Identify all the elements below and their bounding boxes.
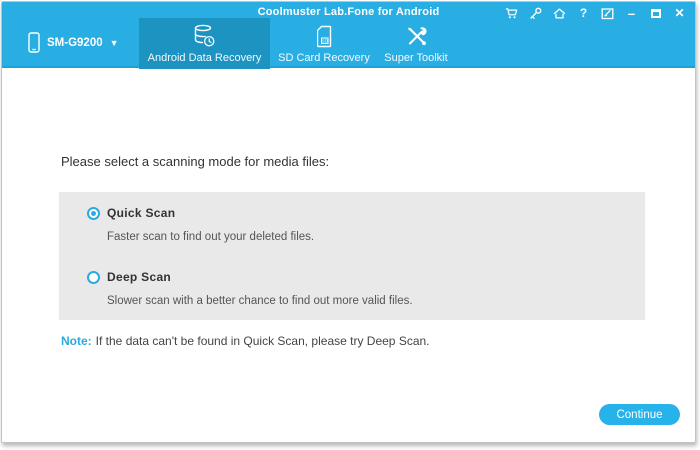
phone-icon xyxy=(28,32,40,53)
titlebar-icons xyxy=(505,2,686,24)
chevron-down-icon: ▼ xyxy=(109,37,119,48)
close-glyph: ✕ xyxy=(674,6,685,20)
svg-text:SD: SD xyxy=(321,38,328,44)
tab-super-toolkit[interactable] xyxy=(378,18,454,66)
maximize-glyph xyxy=(651,9,661,18)
scan-mode-prompt: Please select a scanning mode for media files: xyxy=(61,154,330,169)
tab-label: Super Toolkit xyxy=(384,52,448,64)
help-glyph: ? xyxy=(579,6,588,20)
window-title: Coolmuster Lab.Fone for Android xyxy=(257,6,440,18)
minimize-glyph: – xyxy=(627,5,636,21)
quick-scan-description: Faster scan to find out your deleted files. xyxy=(107,231,315,243)
deep-scan-label: Deep Scan xyxy=(107,270,172,284)
device-selector[interactable] xyxy=(28,32,119,53)
home-icon[interactable] xyxy=(553,7,566,20)
tab-label: Android Data Recovery xyxy=(147,52,262,64)
sd-card-icon xyxy=(317,22,332,48)
help-icon[interactable] xyxy=(577,7,590,20)
data-recovery-icon xyxy=(193,22,216,48)
quick-scan-radio[interactable] xyxy=(87,207,100,220)
app-window xyxy=(1,1,696,443)
app-header xyxy=(2,2,695,68)
deep-scan-radio[interactable] xyxy=(87,271,100,284)
continue-button[interactable]: Continue xyxy=(599,404,680,425)
tab-android-data-recovery[interactable] xyxy=(139,18,270,69)
close-icon[interactable] xyxy=(673,7,686,20)
deep-scan-option[interactable] xyxy=(87,270,171,284)
tab-sd-card-recovery[interactable] xyxy=(270,18,378,66)
main-content xyxy=(2,68,695,442)
quick-scan-label: Quick Scan xyxy=(107,206,176,220)
note-line xyxy=(61,334,430,348)
maximize-icon[interactable] xyxy=(649,7,662,20)
note-label: Note: xyxy=(61,334,92,348)
device-model-label: SM-G9200 xyxy=(47,36,103,49)
toolkit-icon xyxy=(405,22,428,48)
tab-label: SD Card Recovery xyxy=(278,52,370,64)
key-icon[interactable] xyxy=(529,7,542,20)
minimize-icon[interactable] xyxy=(625,7,638,20)
note-text: If the data can't be found in Quick Scan, please try Deep Scan. xyxy=(95,334,430,348)
deep-scan-description: Slower scan with a better chance to find out more valid files. xyxy=(107,295,413,307)
scan-mode-panel xyxy=(59,192,645,320)
quick-scan-option[interactable] xyxy=(87,206,175,220)
feedback-icon[interactable] xyxy=(601,7,614,20)
cart-icon[interactable] xyxy=(505,7,518,20)
